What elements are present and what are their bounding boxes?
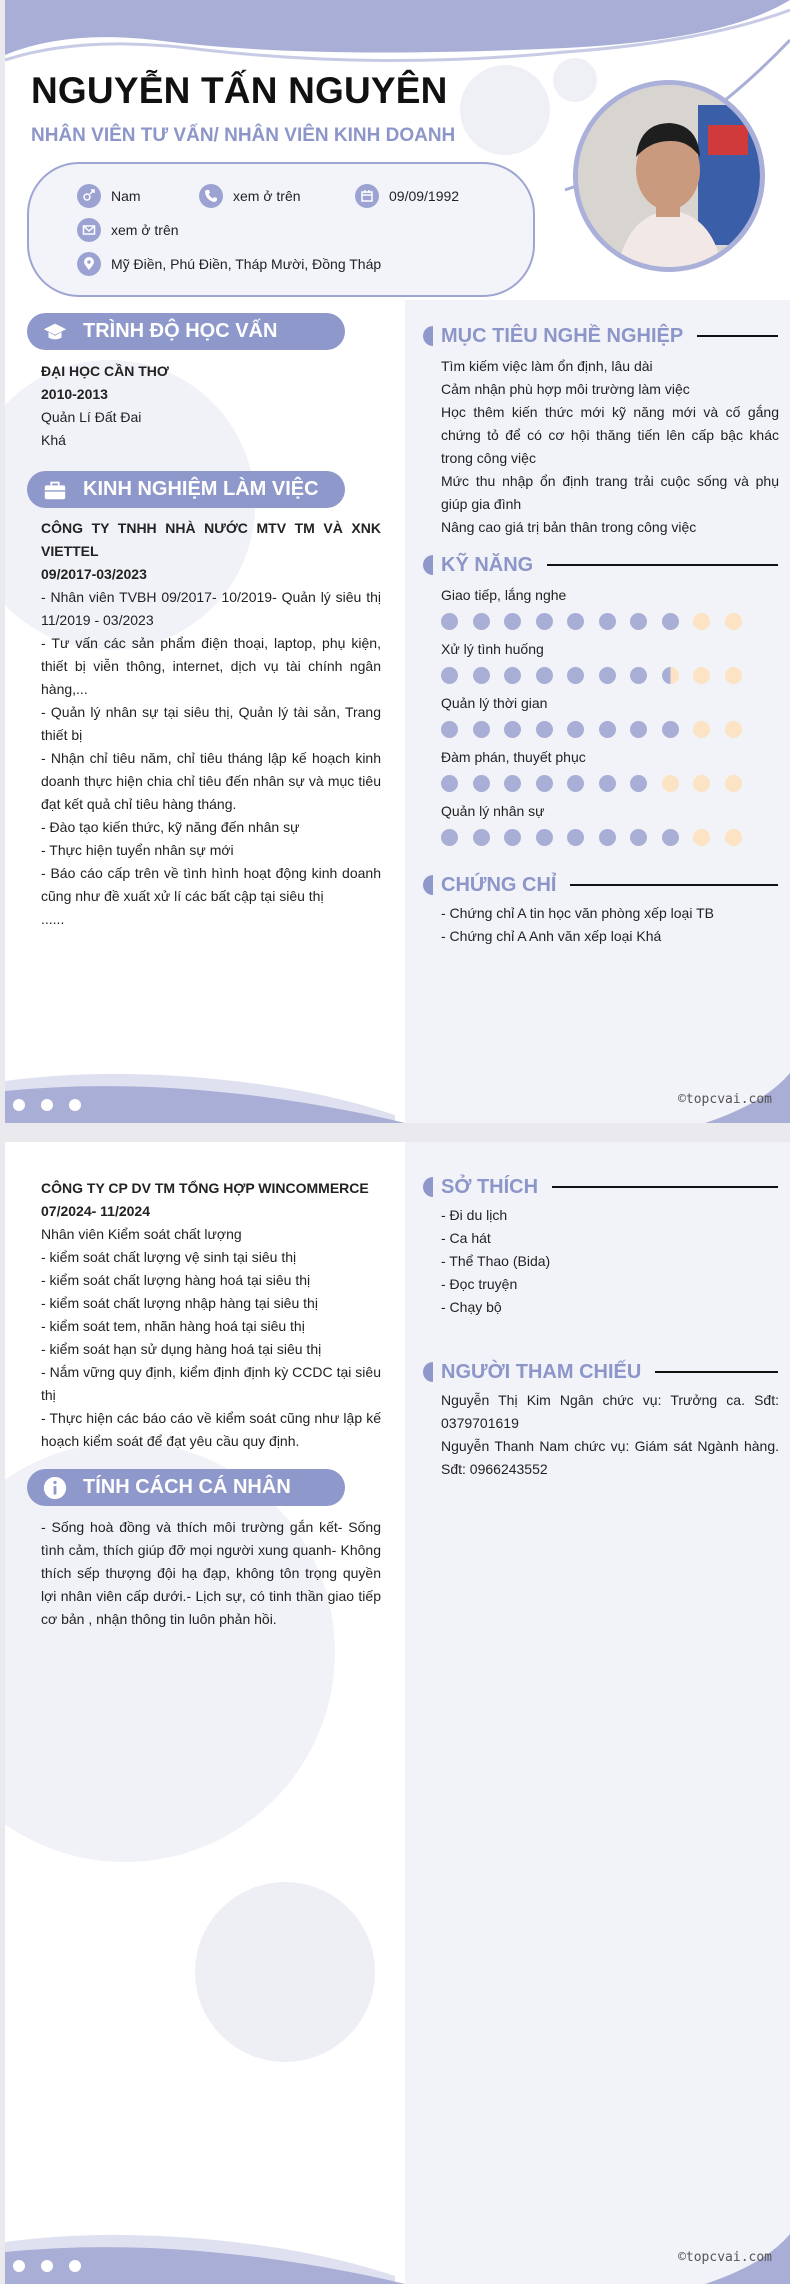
skill-label: Xử lý tình huống bbox=[441, 641, 544, 657]
skill-dot bbox=[693, 613, 710, 630]
skill-dot bbox=[567, 775, 584, 792]
birthday-item bbox=[355, 184, 459, 208]
heading-rule bbox=[547, 564, 778, 566]
email-item bbox=[77, 218, 179, 242]
skill-dot bbox=[630, 721, 647, 738]
address-value: Mỹ Điền, Phú Điền, Tháp Mười, Đồng Tháp bbox=[111, 256, 382, 272]
skills-heading bbox=[423, 550, 778, 580]
skill-dot bbox=[504, 721, 521, 738]
reference-line: Nguyễn Thị Kim Ngân chức vụ: Trưởng ca. Sđt: 0379701619 bbox=[441, 1392, 779, 1431]
references-list bbox=[441, 1389, 779, 1481]
skill-dot bbox=[473, 721, 490, 738]
skill-label: Giao tiếp, lắng nghe bbox=[441, 587, 567, 603]
skill-dot bbox=[536, 667, 553, 684]
skill-dot bbox=[725, 829, 742, 846]
skill-dot bbox=[693, 775, 710, 792]
job-title: NHÂN VIÊN TƯ VẤN/ NHÂN VIÊN KINH DOANH bbox=[31, 125, 456, 146]
skill-dot bbox=[693, 829, 710, 846]
references-heading-text: NGƯỜI THAM CHIẾU bbox=[441, 1360, 642, 1383]
skill-dot bbox=[567, 667, 584, 684]
job2-company: CÔNG TY CP DV TM TỔNG HỢP WINCOMMERCE bbox=[41, 1180, 369, 1196]
skill-dot bbox=[725, 721, 742, 738]
skill-dot bbox=[725, 613, 742, 630]
objective-list bbox=[441, 355, 779, 539]
skill-dot bbox=[504, 775, 521, 792]
objective-line: Nâng cao giá trị bản thân trong công việc bbox=[441, 519, 697, 535]
skill-dot bbox=[504, 613, 521, 630]
references-heading bbox=[423, 1357, 778, 1387]
skill-dot bbox=[504, 829, 521, 846]
skills-heading-text: KỸ NĂNG bbox=[441, 553, 534, 576]
skill-dot bbox=[441, 721, 458, 738]
certificates-heading-text: CHỨNG CHỈ bbox=[441, 873, 557, 896]
avatar bbox=[578, 85, 760, 267]
skill-rating bbox=[441, 613, 756, 630]
skill-dot bbox=[630, 667, 647, 684]
reference-line: Nguyễn Thanh Nam chức vụ: Giám sát Ngành hàng. Sđt: 0966243552 bbox=[441, 1438, 779, 1477]
education-school: ĐẠI HỌC CẦN THƠ bbox=[41, 363, 169, 379]
job1-company: CÔNG TY TNHH NHÀ NƯỚC MTV TM VÀ XNK VIETTEL bbox=[41, 520, 381, 559]
hobbies-heading-text: SỞ THÍCH bbox=[441, 1175, 539, 1198]
objective-line: Cảm nhận phù hợp môi trường làm việc bbox=[441, 381, 690, 397]
skill-label: Đàm phán, thuyết phục bbox=[441, 749, 586, 765]
skill-dot bbox=[693, 721, 710, 738]
heading-marker bbox=[423, 1177, 433, 1197]
skill-dot bbox=[630, 775, 647, 792]
footer-wave bbox=[5, 1063, 790, 1123]
personality-heading-text: TÍNH CÁCH CÁ NHÂN bbox=[83, 1476, 291, 1498]
heading-rule bbox=[570, 884, 778, 886]
personality-heading bbox=[27, 1469, 345, 1506]
hobby-line: - Đọc truyện bbox=[441, 1276, 518, 1292]
job1-line: - Thực hiện tuyển nhân sự mới bbox=[41, 842, 234, 858]
skill-rating bbox=[441, 775, 756, 792]
skill-dot bbox=[662, 613, 679, 630]
hobby-line: - Thể Thao (Bida) bbox=[441, 1253, 551, 1269]
skill-dot bbox=[536, 829, 553, 846]
job2-line: - kiểm soát hạn sử dụng hàng hoá tại siêu thị bbox=[41, 1341, 322, 1357]
skill-dot bbox=[662, 721, 679, 738]
birthday-value: 09/09/1992 bbox=[389, 188, 460, 204]
job2-line: - kiểm soát tem, nhãn hàng hoá tại siêu thị bbox=[41, 1318, 305, 1334]
gender-value: Nam bbox=[111, 188, 141, 204]
education-grade: Khá bbox=[41, 432, 66, 448]
objective-heading-text: MỤC TIÊU NGHỀ NGHIỆP bbox=[441, 324, 684, 347]
skill-dot bbox=[725, 775, 742, 792]
education-heading-text: TRÌNH ĐỘ HỌC VẤN bbox=[83, 320, 278, 342]
graduation-cap-icon bbox=[41, 318, 69, 346]
personality-text: - Sống hoà đồng và thích môi trường gắn kết- Sống tình cảm, thích giúp đỡ mọi người xung quanh- Không thích sếp thượng đội hạ đạp, không tôn trọng quyền lợi nhân viên cấp dưới.- Lịch sự, có tinh thần giao tiếp cơ bản , nhận thông tin luôn phản hồi. bbox=[41, 1519, 381, 1627]
email-value[interactable]: xem ở trên bbox=[111, 222, 179, 238]
job1-line: ...... bbox=[41, 911, 65, 927]
job1-line: - Nhân viên TVBH 09/2017- 10/2019- Quản lý siêu thị 11/2019 - 03/2023 bbox=[41, 589, 381, 628]
decor-circle bbox=[195, 1882, 375, 2062]
skill-dot bbox=[473, 775, 490, 792]
education-years: 2010-2013 bbox=[41, 386, 108, 402]
skill-dot bbox=[725, 667, 742, 684]
objective-line: Mức thu nhập ổn định trang trải cuộc sống và phụ giúp gia đình bbox=[441, 473, 779, 512]
job1-line: - Quản lý nhân sự tại siêu thị, Quản lý tài sản, Trang thiết bị bbox=[41, 704, 381, 743]
skill-dot bbox=[662, 775, 679, 792]
education-heading bbox=[27, 313, 345, 350]
skill-dot bbox=[441, 829, 458, 846]
briefcase-icon bbox=[41, 476, 69, 504]
skill-dot bbox=[473, 667, 490, 684]
phone-icon bbox=[199, 184, 223, 208]
heading-marker bbox=[423, 1362, 433, 1382]
hobby-line: - Đi du lịch bbox=[441, 1207, 508, 1223]
skill-label: Quản lý thời gian bbox=[441, 695, 548, 711]
address-item bbox=[77, 252, 381, 276]
hobby-line: - Ca hát bbox=[441, 1230, 491, 1246]
email-icon bbox=[77, 218, 101, 242]
job2-line: - kiểm soát chất lượng hàng hoá tại siêu thị bbox=[41, 1272, 311, 1288]
skill-dot bbox=[693, 667, 710, 684]
skill-dot bbox=[630, 829, 647, 846]
hobbies-list bbox=[441, 1204, 779, 1319]
cv-page-1 bbox=[5, 0, 790, 1123]
certificates-list bbox=[441, 902, 779, 948]
skill-dot bbox=[473, 829, 490, 846]
info-icon bbox=[41, 1474, 69, 1502]
job2-period: 07/2024- 11/2024 bbox=[41, 1203, 150, 1219]
certificate-line: - Chứng chỉ A tin học văn phòng xếp loại TB bbox=[441, 905, 714, 921]
objective-line: Học thêm kiến thức mới kỹ năng mới và cố gắng chứng tỏ để có cơ hội thăng tiến lên cấp bậc khác trong công việc bbox=[441, 404, 779, 466]
skill-dot bbox=[473, 613, 490, 630]
hobby-line: - Chạy bộ bbox=[441, 1299, 502, 1315]
skill-dot bbox=[536, 613, 553, 630]
skill-dot bbox=[599, 667, 616, 684]
candidate-name: NGUYỄN TẤN NGUYÊN bbox=[31, 70, 448, 111]
heading-marker bbox=[423, 326, 433, 346]
skill-dot bbox=[599, 775, 616, 792]
heading-rule bbox=[552, 1186, 778, 1188]
skill-rating bbox=[441, 667, 756, 684]
skill-label: Quản lý nhân sự bbox=[441, 803, 545, 819]
skill-dot bbox=[441, 667, 458, 684]
skill-rating bbox=[441, 721, 756, 738]
heading-marker bbox=[423, 875, 433, 895]
job1-period: 09/2017-03/2023 bbox=[41, 566, 147, 582]
experience-heading bbox=[27, 471, 345, 508]
location-icon bbox=[77, 252, 101, 276]
hobbies-heading bbox=[423, 1172, 778, 1202]
skill-dot bbox=[662, 667, 679, 684]
job2-line: - Thực hiện các báo cáo về kiểm soát cũng như lập kế hoạch kiểm soát để đạt yêu cầu quy định. bbox=[41, 1410, 381, 1449]
watermark: ©topcvai.com bbox=[678, 1092, 772, 1107]
phone-value[interactable]: xem ở trên bbox=[233, 188, 301, 204]
watermark: ©topcvai.com bbox=[678, 2250, 772, 2265]
contact-info-box bbox=[27, 162, 535, 297]
job1-details bbox=[41, 586, 381, 931]
skill-dot bbox=[599, 829, 616, 846]
heading-marker bbox=[423, 555, 433, 575]
skill-dot bbox=[567, 829, 584, 846]
education-major: Quản Lí Đất Đai bbox=[41, 409, 142, 425]
job2-line: - Nắm vững quy định, kiểm định định kỳ CCDC tại siêu thị bbox=[41, 1364, 381, 1403]
footer-wave bbox=[5, 2224, 790, 2284]
gender-item bbox=[77, 184, 141, 208]
skill-dot bbox=[504, 667, 521, 684]
skill-dot bbox=[441, 775, 458, 792]
job2-details bbox=[41, 1223, 381, 1453]
objective-heading bbox=[423, 321, 778, 351]
skill-dot bbox=[536, 775, 553, 792]
heading-rule bbox=[697, 335, 778, 337]
job2-line: - kiểm soát chất lượng vệ sinh tại siêu thị bbox=[41, 1249, 297, 1265]
skill-dot bbox=[441, 613, 458, 630]
skill-dot bbox=[567, 721, 584, 738]
skill-rating bbox=[441, 829, 756, 846]
objective-line: Tìm kiếm việc làm ổn định, lâu dài bbox=[441, 358, 653, 374]
phone-item bbox=[199, 184, 301, 208]
certificates-heading bbox=[423, 870, 778, 900]
skill-dot bbox=[630, 613, 647, 630]
job1-line: - Đào tạo kiến thức, kỹ năng đến nhân sự bbox=[41, 819, 300, 835]
skill-dot bbox=[599, 721, 616, 738]
avatar-frame bbox=[573, 80, 765, 272]
gender-icon bbox=[77, 184, 101, 208]
job2-line: Nhân viên Kiểm soát chất lượng bbox=[41, 1226, 242, 1242]
cv-page-2 bbox=[5, 1142, 790, 2284]
heading-rule bbox=[655, 1371, 778, 1373]
job1-line: - Báo cáo cấp trên về tình hình hoạt động kinh doanh cũng như đề xuất xử lí các bất cập tại siêu thị bbox=[41, 865, 381, 904]
job1-line: - Nhận chỉ tiêu năm, chỉ tiêu tháng lập kế hoạch kinh doanh thực hiện chia chỉ tiêu đến nhân sự và mục tiêu đạt kết quả chỉ tiêu hàng tháng. bbox=[41, 750, 381, 812]
job2-line: - kiểm soát chất lượng nhập hàng tại siêu thị bbox=[41, 1295, 318, 1311]
job1-line: - Tư vấn các sản phẩm điện thoại, laptop, phụ kiện, thiết bị viễn thông, internet, dịch vụ tài chính ngân hàng,... bbox=[41, 635, 381, 697]
experience-heading-text: KINH NGHIỆM LÀM VIỆC bbox=[83, 478, 319, 500]
calendar-icon bbox=[355, 184, 379, 208]
certificate-line: - Chứng chỉ A Anh văn xếp loại Khá bbox=[441, 928, 662, 944]
skill-dot bbox=[599, 613, 616, 630]
skill-dot bbox=[536, 721, 553, 738]
skill-dot bbox=[662, 829, 679, 846]
skill-dot bbox=[567, 613, 584, 630]
